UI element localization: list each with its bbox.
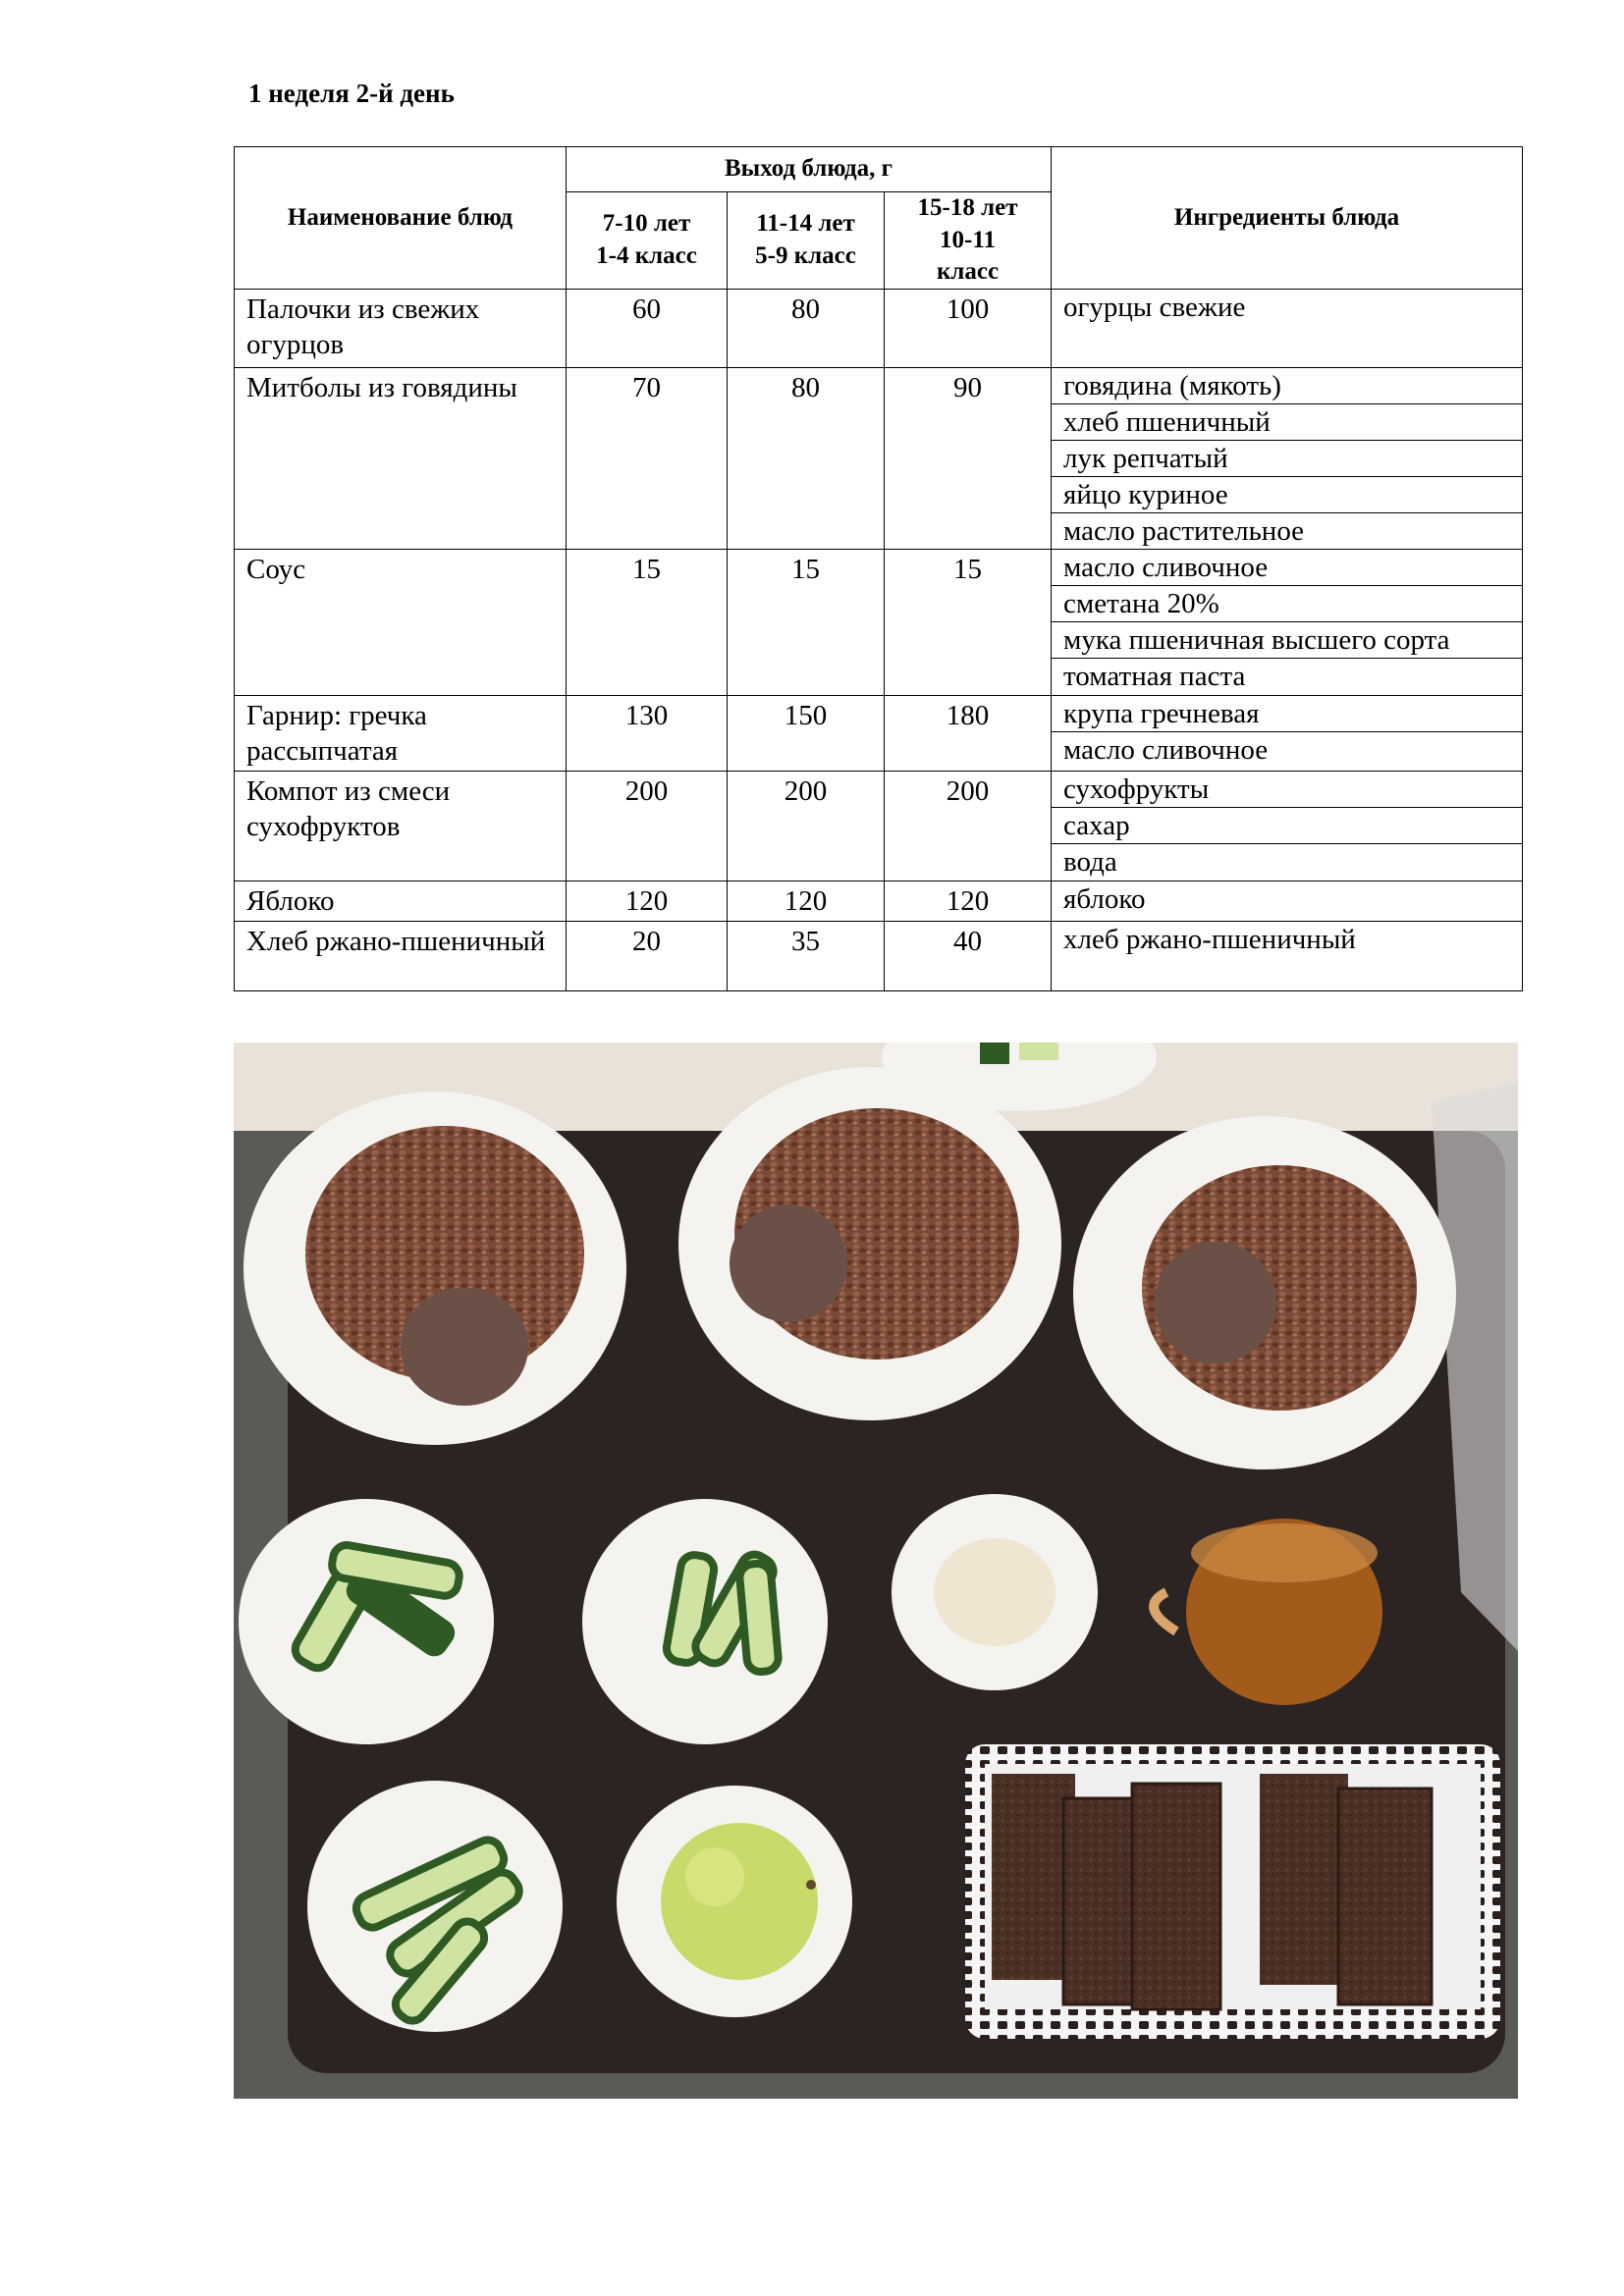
dish-name: Яблоко xyxy=(235,881,567,922)
buckwheat-plate-2 xyxy=(678,1067,1061,1420)
ingredients-cell xyxy=(1052,695,1523,772)
ingredient: хлеб ржано-пшеничный xyxy=(1063,924,1356,956)
apple-bowl xyxy=(617,1786,852,2017)
yield-7-10: 120 xyxy=(567,881,728,922)
table-row xyxy=(235,772,1523,881)
ingredient: томатная паста xyxy=(1063,660,1246,692)
yield-11-14: 150 xyxy=(728,695,885,772)
yield-11-14: 35 xyxy=(728,922,885,991)
ingredients-cell xyxy=(1052,367,1523,549)
dish-name: Митболы из говядины xyxy=(235,367,567,549)
header-age-11-14-line1: 11-14 лет xyxy=(756,210,855,238)
header-age-7-10-line1: 7-10 лет xyxy=(602,210,691,238)
yield-11-14: 200 xyxy=(728,772,885,881)
header-age-7-10-line2: 1-4 класс xyxy=(596,241,697,269)
dish-name: Компот из смеси сухофруктов xyxy=(235,772,567,881)
header-ingredients: Ингредиенты блюда xyxy=(1052,147,1523,290)
header-age-15-18-line3: класс xyxy=(936,258,1000,285)
cucumber-bowl-1 xyxy=(239,1499,494,1744)
yield-15-18: 90 xyxy=(885,367,1052,549)
ingredients-cell xyxy=(1052,289,1523,367)
yield-15-18: 180 xyxy=(885,695,1052,772)
ingredient: яйцо куриное xyxy=(1052,477,1522,513)
yield-7-10: 20 xyxy=(567,922,728,991)
ingredients-cell xyxy=(1052,549,1523,695)
header-dish: Наименование блюд xyxy=(235,147,567,290)
ingredient: яблоко xyxy=(1063,883,1146,915)
yield-15-18: 120 xyxy=(885,881,1052,922)
table-row xyxy=(235,695,1523,772)
menu-table xyxy=(234,146,1523,991)
ingredient: масло сливочное xyxy=(1052,550,1522,586)
buckwheat-plate-3 xyxy=(1073,1116,1456,1469)
table-row xyxy=(235,549,1523,695)
header-yield: Выход блюда, г xyxy=(567,147,1052,192)
ingredient: хлеб пшеничный xyxy=(1052,404,1522,441)
yield-7-10: 70 xyxy=(567,367,728,549)
dish-name: Хлеб ржано-пшеничный xyxy=(235,922,567,991)
cucumber-bowl-3 xyxy=(307,1781,563,2032)
cucumber-bowl-2 xyxy=(582,1499,828,1744)
header-age-11-14-line2: 5-9 класс xyxy=(755,241,856,269)
ingredient: масло растительное xyxy=(1063,514,1305,547)
ingredient: мука пшеничная высшего сорта xyxy=(1052,622,1522,659)
yield-15-18: 15 xyxy=(885,549,1052,695)
yield-11-14: 80 xyxy=(728,367,885,549)
yield-7-10: 130 xyxy=(567,695,728,772)
ingredients-cell xyxy=(1052,772,1523,881)
ingredient: говядина (мякоть) xyxy=(1052,368,1522,404)
ingredient: вода xyxy=(1063,846,1117,878)
ingredients-cell xyxy=(1052,881,1523,922)
yield-11-14: 15 xyxy=(728,549,885,695)
header-age-7-10 xyxy=(567,192,728,290)
sauce-bowl xyxy=(892,1494,1098,1690)
ingredient: лук репчатый xyxy=(1052,441,1522,477)
meal-photo xyxy=(234,1042,1518,2099)
table-row xyxy=(235,922,1523,991)
yield-7-10: 60 xyxy=(567,289,728,367)
header-age-15-18 xyxy=(885,192,1052,290)
table-row xyxy=(235,881,1523,922)
header-age-15-18-line2: 10-11 xyxy=(940,226,996,253)
yield-7-10: 200 xyxy=(567,772,728,881)
yield-11-14: 120 xyxy=(728,881,885,922)
ingredient: сметана 20% xyxy=(1052,586,1522,622)
table-row xyxy=(235,289,1523,367)
ingredient: сухофрукты xyxy=(1052,772,1522,808)
header-age-15-18-line1: 15-18 лет xyxy=(917,194,1018,221)
dish-name: Палочки из свежих огурцов xyxy=(235,289,567,367)
ingredient: сахар xyxy=(1052,808,1522,844)
ingredient: крупа гречневая xyxy=(1052,696,1522,732)
yield-15-18: 200 xyxy=(885,772,1052,881)
yield-7-10: 15 xyxy=(567,549,728,695)
dish-name: Гарнир: гречка рассыпчатая xyxy=(235,695,567,772)
table-row xyxy=(235,367,1523,549)
buckwheat-plate-1 xyxy=(244,1092,626,1445)
yield-15-18: 40 xyxy=(885,922,1052,991)
ingredients-cell xyxy=(1052,922,1523,991)
ingredient: масло сливочное xyxy=(1063,733,1269,766)
yield-15-18: 100 xyxy=(885,289,1052,367)
yield-11-14: 80 xyxy=(728,289,885,367)
dish-name: Соус xyxy=(235,549,567,695)
bread-basket xyxy=(965,1744,1500,2039)
ingredient: огурцы свежие xyxy=(1063,291,1246,323)
page-title: 1 неделя 2-й день xyxy=(248,79,455,108)
header-age-11-14 xyxy=(728,192,885,290)
